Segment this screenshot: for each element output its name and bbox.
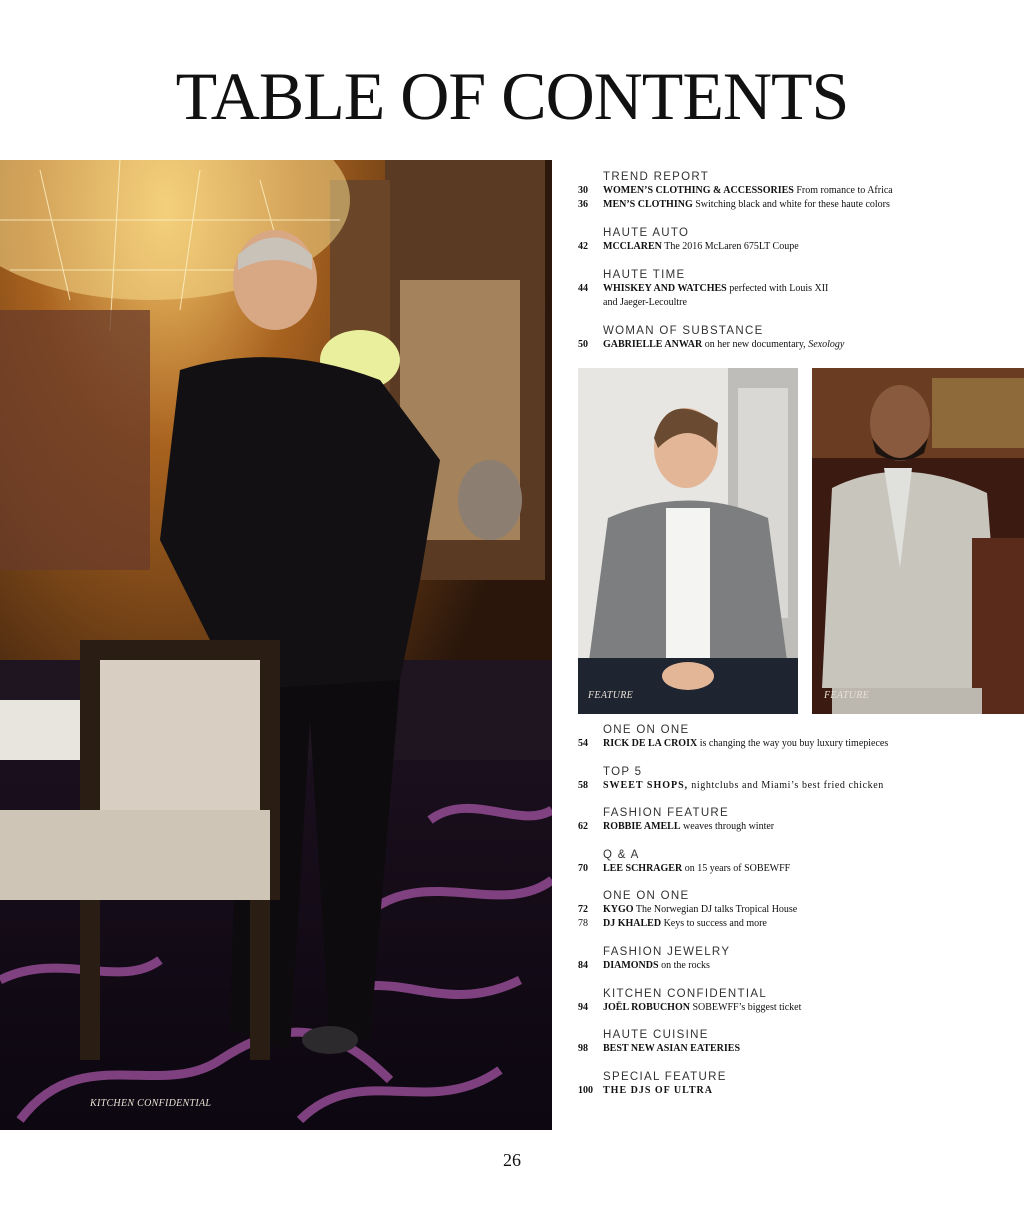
section-title: TREND REPORT (603, 171, 710, 183)
page-title: TABLE OF CONTENTS (175, 58, 849, 134)
toc-entry[interactable] (578, 779, 1018, 793)
section-title: KITCHEN CONFIDENTIAL (603, 988, 768, 1000)
page-ref: 50 (578, 339, 588, 350)
page-ref: 78 (578, 918, 588, 929)
entry-description-continued: and Jaeger-Lecoultre (603, 297, 687, 308)
section-title: SPECIAL FEATURE (603, 1071, 727, 1083)
page-ref: 62 (578, 821, 588, 832)
page-ref: 42 (578, 241, 588, 252)
toc-section (578, 806, 1018, 834)
entry-headline: KYGO (603, 904, 634, 915)
toc-section (578, 945, 1018, 973)
toc-section (578, 170, 1018, 212)
entry-description: The 2016 McLaren 675LT Coupe (661, 241, 799, 252)
page-ref: 94 (578, 1002, 588, 1013)
feature-photo-right (812, 368, 1024, 714)
entry-description: on her new documentary, (702, 339, 809, 350)
entry-headline: BEST NEW ASIAN EATERIES (603, 1043, 741, 1054)
section-title: FASHION JEWELRY (603, 946, 731, 958)
toc-section (578, 1070, 1018, 1098)
page-number: 26 (503, 1150, 521, 1170)
page-ref: 54 (578, 738, 588, 749)
entry-headline: LEE SCHRAGER (603, 863, 683, 874)
entry-description: SOBEWFF’s biggest ticket (689, 1002, 802, 1013)
toc-section (578, 723, 1018, 751)
toc-section (578, 987, 1018, 1015)
toc-section (578, 226, 1018, 254)
toc-entry[interactable] (578, 1084, 1018, 1098)
toc-entry[interactable] (578, 917, 1018, 931)
entry-description: From romance to Africa (793, 185, 893, 196)
toc-section (578, 848, 1018, 876)
toc-section (578, 1028, 1018, 1056)
entry-headline: THE DJS OF ULTRA (603, 1085, 714, 1096)
toc-entry[interactable] (578, 903, 1018, 917)
entry-headline: RICK DE LA CROIX (603, 738, 698, 749)
section-title: HAUTE TIME (603, 269, 686, 281)
page-ref: 84 (578, 960, 588, 971)
toc-entry[interactable] (578, 282, 1018, 310)
toc-entry[interactable] (578, 184, 1018, 198)
main-photo (0, 160, 552, 1130)
feature-right-caption: FEATURE (824, 690, 870, 701)
page-ref: 44 (578, 283, 588, 294)
section-title: WOMAN OF SUBSTANCE (603, 325, 764, 337)
toc-section (578, 765, 1018, 793)
entry-headline: SWEET SHOPS, (603, 780, 689, 791)
toc-entry[interactable] (578, 959, 1018, 973)
section-title: TOP 5 (603, 766, 643, 778)
feature-photo-left (578, 368, 798, 714)
section-title: Q & A (603, 849, 640, 861)
toc-section (578, 889, 1018, 931)
toc-entry[interactable] (578, 820, 1018, 834)
entry-headline: MEN’S CLOTHING (603, 199, 693, 210)
entry-description: perfected with Louis XII (726, 283, 829, 294)
section-title: FASHION FEATURE (603, 807, 729, 819)
toc-entry[interactable] (578, 862, 1018, 876)
toc-entry[interactable] (578, 1001, 1018, 1015)
entry-headline: DJ KHALED (603, 918, 662, 929)
page-ref: 72 (578, 904, 588, 915)
toc-section (578, 268, 1018, 310)
page-ref: 98 (578, 1043, 588, 1054)
entry-description: on 15 years of SOBEWFF (682, 863, 791, 874)
page-ref: 70 (578, 863, 588, 874)
entry-description: on the rocks (658, 960, 710, 971)
entry-description: Switching black and white for these haute colors (692, 199, 890, 210)
main-photo-caption: KITCHEN CONFIDENTIAL (90, 1098, 212, 1109)
toc-entry[interactable] (578, 338, 1018, 352)
section-title: HAUTE CUISINE (603, 1029, 709, 1041)
entry-description: Keys to success and more (661, 918, 767, 929)
entry-description: weaves through winter (680, 821, 775, 832)
entry-description: is changing the way you buy luxury timepieces (697, 738, 889, 749)
toc-entry[interactable] (578, 240, 1018, 254)
entry-description: nightclubs and Miami’s best fried chicken (688, 780, 884, 791)
section-title: ONE ON ONE (603, 724, 690, 736)
entry-headline: MCCLAREN (603, 241, 662, 252)
toc-section (578, 324, 1018, 352)
entry-headline: ROBBIE AMELL (603, 821, 681, 832)
toc-entry[interactable] (578, 737, 1018, 751)
page-ref: 100 (578, 1085, 593, 1096)
toc-entry[interactable] (578, 1042, 1018, 1056)
entry-description-italic: Sexology (808, 339, 845, 350)
entry-headline: GABRIELLE ANWAR (603, 339, 703, 350)
feature-left-caption: FEATURE (588, 690, 634, 701)
page-ref: 58 (578, 780, 588, 791)
toc-entry[interactable] (578, 198, 1018, 212)
section-title: HAUTE AUTO (603, 227, 690, 239)
entry-headline: DIAMONDS (603, 960, 659, 971)
section-title: ONE ON ONE (603, 890, 690, 902)
entry-headline: WHISKEY AND WATCHES (603, 283, 727, 294)
entry-description: The Norwegian DJ talks Tropical House (633, 904, 798, 915)
page-ref: 30 (578, 185, 588, 196)
page-ref: 36 (578, 199, 588, 210)
entry-headline: WOMEN’S CLOTHING & ACCESSORIES (603, 185, 794, 196)
entry-headline: JOËL ROBUCHON (603, 1002, 690, 1013)
